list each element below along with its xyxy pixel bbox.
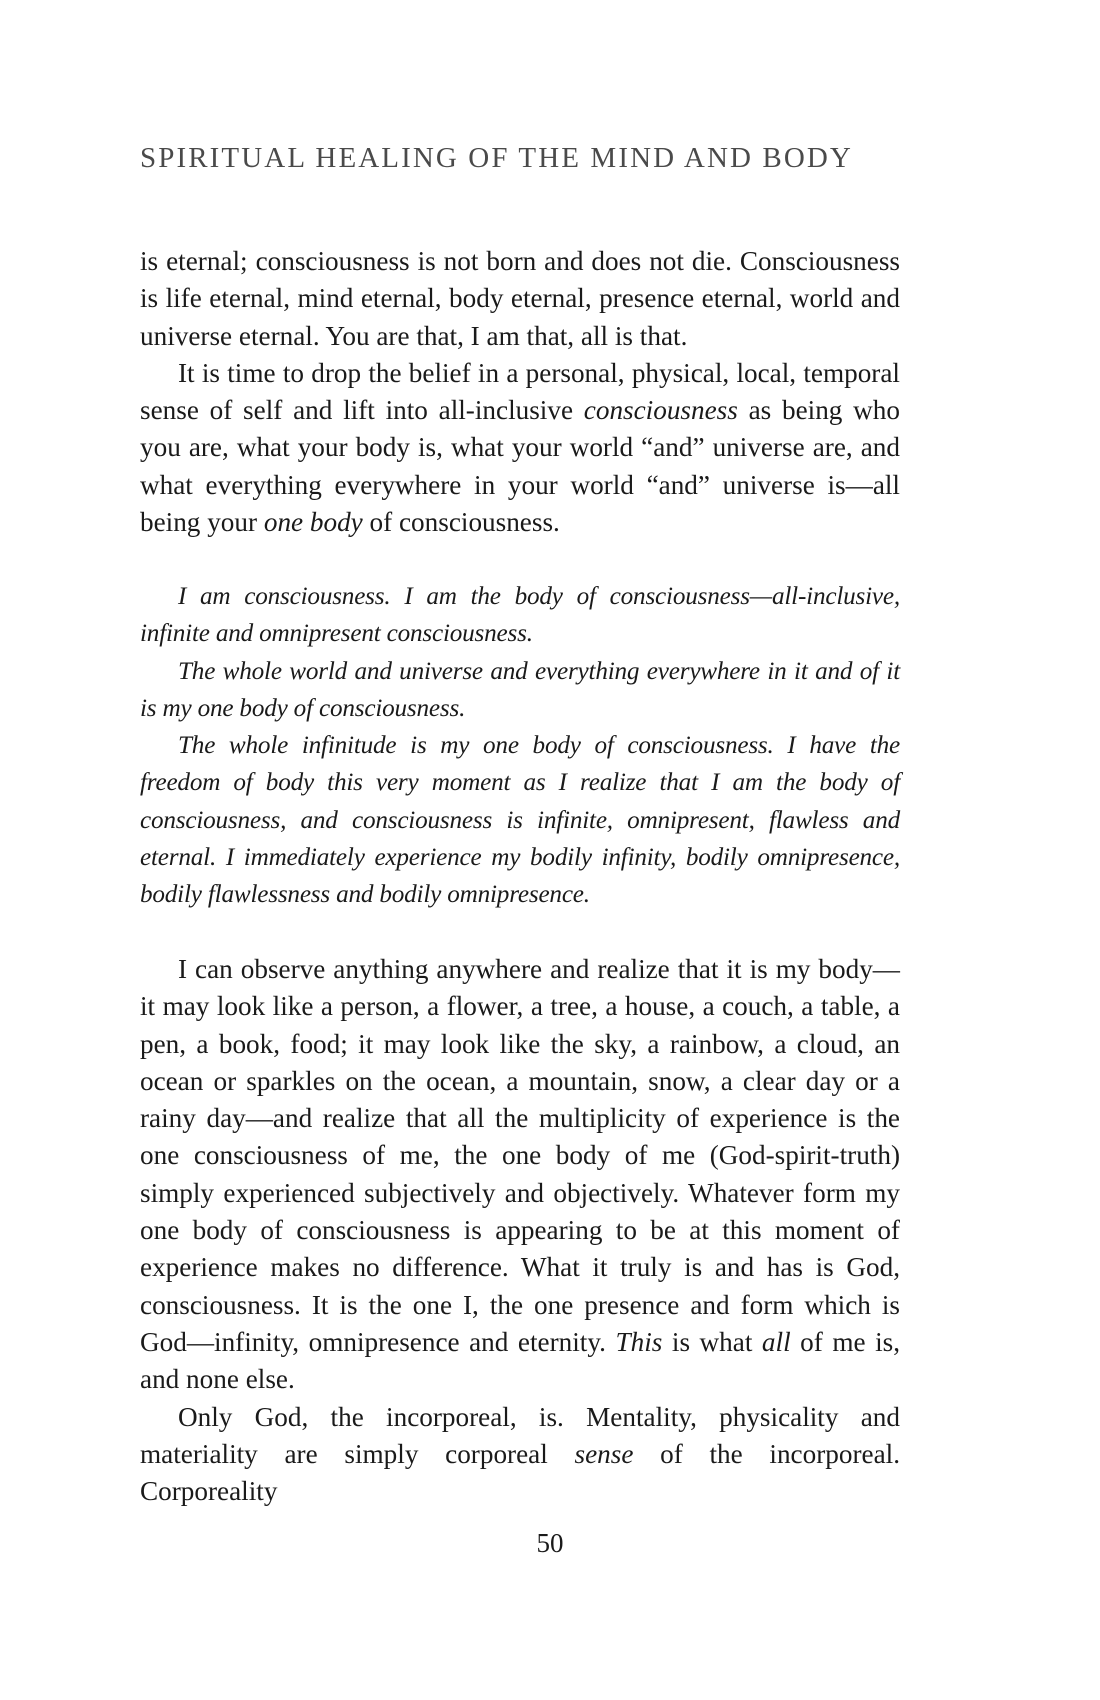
affirmation: The whole world and universe and everything everywhere in it and of it is my one body of consciousness. bbox=[140, 657, 900, 722]
affirmation-block bbox=[140, 578, 900, 914]
paragraph: I can observe anything anywhere and realize that it is my body—it may look like a person, a flower, a tree, a house, a couch, a table, a pen, a book, food; it may look like the sky, a rainbow, a cloud, an ocean or sparkles on the ocean, a mountain, snow, a clear day or a rainy day—and realize that all the multiplicity of experience is the one consciousness of me, the one body of me (God-spirit-truth) simply experienced subjectively and objectively. Whatever form my one body of consciousness is appearing to be at this moment of experience makes no difference. What it truly is and has is God, consciousness. It is the one I, the one presence and form which is God—infinity, omnipresence and eternity. This is what all of me is, and none else. bbox=[140, 954, 900, 1395]
body-text-bottom bbox=[140, 951, 900, 1510]
body-text-top bbox=[140, 243, 900, 541]
affirmation: The whole infinitude is my one body of consciousness. I have the freedom of body this very moment as I realize that I am the body of consciousness, and consciousness is infinite, omnipresent, flawless and eternal. I immediately experience my bodily infinity, bodily omnipresence, bodily flawlessness and bodily omnipresence. bbox=[140, 732, 900, 909]
paragraph: It is time to drop the belief in a personal, physical, local, temporal sense of self and lift into all-inclusive consciousness as being who you are, what your body is, what your world “and” universe are, and what everything everywhere in your world “and” universe is—all being your one body of consciousness. bbox=[140, 357, 900, 538]
affirmation: I am consciousness. I am the body of consciousness—all-inclusive, infinite and omnipresent consciousness. bbox=[140, 583, 900, 648]
paragraph-continued: is eternal; consciousness is not born and does not die. Consciousness is life eternal, mind eternal, body eternal, presence eternal, world and universe eternal. You are that, I am that, all is that. bbox=[140, 246, 900, 351]
emphasis: one body bbox=[263, 507, 363, 538]
emphasis: all bbox=[761, 1326, 791, 1357]
emphasis: This bbox=[615, 1326, 663, 1357]
emphasis: consciousness bbox=[583, 395, 738, 426]
emphasis: sense bbox=[574, 1438, 634, 1469]
paragraph: Only God, the incorporeal, is. Mentality, physicality and materiality are simply corporeal sense of the incorporeal. Corporeality bbox=[140, 1401, 900, 1507]
running-head: SPIRITUAL HEALING OF THE MIND AND BODY bbox=[140, 142, 853, 174]
page-number: 50 bbox=[536, 1528, 564, 1558]
